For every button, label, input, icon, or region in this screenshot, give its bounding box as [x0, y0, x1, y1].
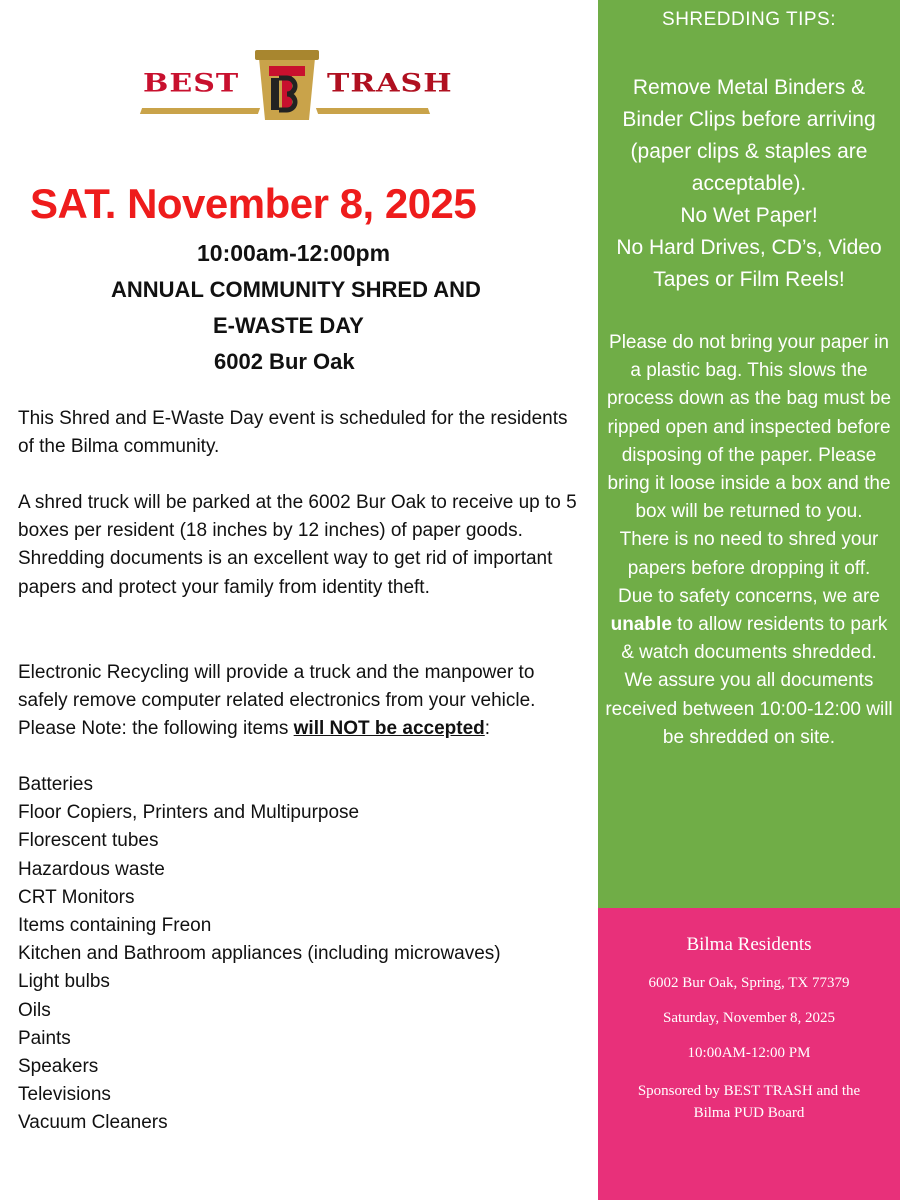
logo-word-trash: TRASH [327, 68, 453, 99]
list-item: Batteries [18, 774, 93, 795]
list-item: Speakers [18, 1056, 99, 1078]
event-title-line1: ANNUAL COMMUNITY SHRED AND [111, 277, 481, 302]
note-suffix: : [484, 718, 491, 740]
list-item: Kitchen and Bathroom appliances (including microwaves) [18, 943, 501, 965]
not-accepted-emphasis: will NOT be accepted [293, 718, 485, 740]
event-time: 10:00am-12:00pm [197, 240, 391, 266]
info-address: 6002 Bur Oak, Spring, TX 77379 [648, 975, 850, 991]
tips-no-hard-drives: No Hard Drives, CD’s, Video Tapes or Film Reels! [616, 236, 882, 291]
info-time: 10:00AM-12:00 PM [687, 1045, 811, 1061]
electronic-recycling-paragraph [18, 659, 588, 744]
list-item: CRT Monitors [18, 886, 135, 908]
tips-main [604, 72, 894, 296]
tips-no-wet-paper: No Wet Paper! [680, 204, 818, 227]
tips-safety-prefix: Due to safety concerns, we are [618, 585, 880, 607]
note-prefix: Please Note: the following items [18, 718, 294, 740]
event-info-panel [598, 908, 900, 1200]
event-title-line2: E-WASTE DAY [213, 313, 364, 338]
tips-plastic-bag: Please do not bring your paper in a plastic bag. This slows the process down as the bag must be ripped open and inspected before disposing of the paper. Please bring it loose inside a box and the box will be returned to you. [606, 332, 892, 523]
tips-no-need-to-shred: There is no need to shred your papers before dropping it off. [619, 529, 879, 579]
tips-details [602, 329, 896, 752]
logo-swoosh-right [316, 108, 430, 114]
best-trash-logo [141, 44, 453, 124]
list-item: Televisions [18, 1084, 111, 1106]
tips-title: SHREDDING TIPS: [662, 9, 836, 30]
event-address: 6002 Bur Oak [214, 349, 355, 374]
info-title: Bilma Residents [686, 934, 812, 955]
info-date: Saturday, November 8, 2025 [663, 1010, 835, 1026]
list-item: Light bulbs [18, 971, 110, 993]
tips-safety-bold: unable [610, 614, 672, 636]
list-item: Floor Copiers, Printers and Multipurpose [18, 802, 360, 824]
tips-assurance: We assure you all documents received between 10:00-12:00 will be shredded on site. [605, 670, 893, 748]
shredding-tips-panel [598, 0, 900, 908]
list-item: Oils [18, 999, 51, 1021]
recycling-text: Electronic Recycling will provide a truck and the manpower to safely remove computer related electronics from your vehicle. [18, 662, 536, 712]
list-item: Vacuum Cleaners [18, 1112, 168, 1134]
list-item: Hazardous waste [18, 858, 165, 880]
not-accepted-list [18, 771, 501, 1138]
list-item: Florescent tubes [18, 830, 159, 852]
logo-word-best: BEST [143, 68, 240, 99]
tips-safety-suffix: to allow residents to park & watch documents shredded. [621, 614, 888, 664]
list-item: Items containing Freon [18, 915, 212, 937]
intro-paragraph: This Shred and E-Waste Day event is scheduled for the residents of the Bilma community. [18, 408, 568, 458]
logo-swoosh-left [140, 108, 260, 114]
shred-truck-paragraph: A shred truck will be parked at the 6002 Bur Oak to receive up to 5 boxes per resident (18 inches by 12 inches) of paper goods. Shredding documents is an excellent way to get rid of important papers and protect your family from identity theft. [18, 492, 577, 598]
event-date: SAT. November 8, 2025 [30, 180, 477, 227]
list-item: Paints [18, 1027, 71, 1049]
trash-can-logo-icon [253, 48, 321, 122]
tips-binders: Remove Metal Binders & Binder Clips before arriving (paper clips & staples are acceptable). [622, 76, 876, 195]
info-sponsor: Sponsored by BEST TRASH and the Bilma PUD Board [637, 1083, 861, 1121]
